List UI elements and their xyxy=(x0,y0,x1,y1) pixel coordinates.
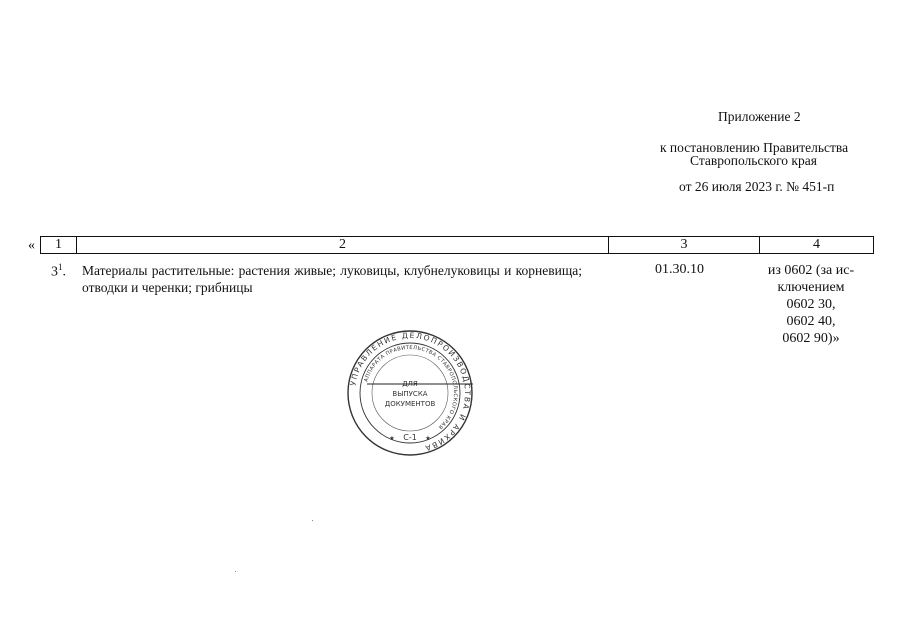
scan-speck xyxy=(312,520,313,521)
row-number-superscript: 1 xyxy=(58,262,63,272)
row-description: Материалы растительные: растения живые; луковицы, клубнелуковицы и корневища; отводки и черенки; грибницы xyxy=(82,263,582,295)
stamp-center-line-1: ДЛЯ xyxy=(402,380,418,388)
appendix-date-line: от 26 июля 2023 г. № 451-п xyxy=(679,179,835,194)
row-note-line: ключением xyxy=(777,280,845,295)
opening-quote: « xyxy=(28,238,35,253)
stamp-inner-text: АППАРАТА ПРАВИТЕЛЬСТВА СТАВРОПОЛЬСКОГО КРАЯ xyxy=(363,344,459,431)
stamp-center-line-2: ВЫПУСКА xyxy=(392,390,428,398)
scan-speck xyxy=(235,571,236,572)
stamp-center-line-3: ДОКУМЕНТОВ xyxy=(384,400,436,408)
row-code: 01.30.10 xyxy=(655,262,704,277)
appendix-resolution-line: к постановлению Правительства xyxy=(660,140,849,155)
row-note xyxy=(752,262,870,347)
column-header-4: 4 xyxy=(760,237,874,254)
column-header-2: 2 xyxy=(77,237,609,254)
appendix-region-line: Ставропольского края xyxy=(690,153,817,168)
stamp-star-left: ★ xyxy=(389,436,395,442)
column-header-table xyxy=(40,236,874,254)
row-number-main: 3 xyxy=(51,264,58,280)
row-note-line: 0602 30, xyxy=(786,297,836,312)
row-number-suffix: . xyxy=(62,264,66,280)
row-note-line: 0602 90)» xyxy=(782,331,840,346)
row-note-line: из 0602 (за ис- xyxy=(767,263,855,278)
stamp-outer-text: УПРАВЛЕНИЕ ДЕЛОПРОИЗВОДСТВА И АРХИВА xyxy=(348,330,473,454)
column-header-3: 3 xyxy=(609,237,760,254)
row-note-line: 0602 40, xyxy=(786,314,836,329)
stamp-number: С-1 xyxy=(403,433,417,442)
stamp-star-right: ★ xyxy=(425,436,431,442)
column-header-row xyxy=(41,237,874,254)
appendix-title: Приложение 2 xyxy=(718,109,801,124)
column-header-1: 1 xyxy=(41,237,77,254)
row-number xyxy=(51,262,66,281)
official-stamp xyxy=(345,328,475,458)
